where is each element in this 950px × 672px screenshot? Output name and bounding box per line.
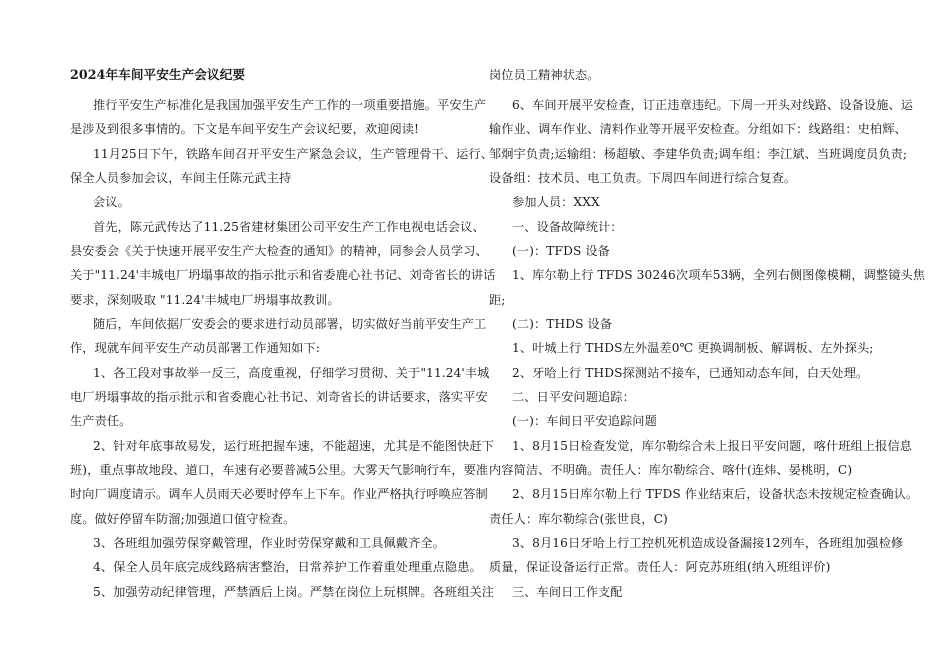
paragraph-line: 随后，车间依据厂安委会的要求进行动员部署，切实做好当前平安生产工 [93, 317, 487, 331]
paragraph-line: 度。做好停留车防溜;加强道口值守检查。 [70, 512, 296, 526]
paragraph-line: 邹炯宇负责;运输组：杨超敏、李建华负责;调车组：李江斌、当班调度员负责; [489, 147, 908, 161]
section-heading: 三、车间日工作支配 [512, 585, 623, 599]
paragraph-line: 1、8月15日检查发觉，库尔勒综合未上报日平安问题，喀什班组上报信息 [512, 439, 913, 453]
paragraph-line: 生产责任。 [70, 414, 132, 428]
paragraph-line: 2、针对年底事故易发，运行班把握车速，不能超速，尤其是不能图快赶下 [93, 439, 495, 453]
paragraph-line: 2、8月15日库尔勒上行 TFDS 作业结束后，设备状态未按规定检查确认。 [512, 487, 919, 501]
paragraph-line: 3、8月16日牙哈上行工控机死机造成设备漏接12列车，各班组加强检修 [512, 536, 904, 550]
paragraph-line: 班)，重点事故地段、道口，车速有必要普减5公里。大雾天气影响行车，要准 [70, 463, 489, 477]
subsection-heading: (二)：THDS 设备 [512, 317, 613, 331]
paragraph-line: 保全人员参加会议，车间主任陈元武主持 [70, 171, 292, 185]
paragraph-line: 会议。 [93, 195, 130, 209]
paragraph-line: 6、车间开展平安检查，订正违章违纪。下周一开头对线路、设备设施、运 [512, 98, 914, 112]
paragraph-line: 关于"11.24'丰城电厂坍塌事故的指示批示和省委鹿心社书记、刘奇省长的讲话 [70, 268, 496, 282]
section-heading: 一、设备故障统计： [512, 220, 623, 234]
paragraph-line: 1、各工段对事故举一反三，高度重视，仔细学习贯彻、关于"11.24'丰城 [93, 366, 490, 380]
paragraph-line: 要求，深刻吸取 "11.24'丰城电厂坍塌事故教训。 [70, 293, 340, 307]
paragraph-line: 参加人员：XXX [512, 195, 600, 209]
paragraph-line: 3、各班组加强劳保穿戴管理，作业时劳保穿戴和工具佩戴齐全。 [93, 536, 445, 550]
paragraph-line: 是涉及到很多事情的。下文是车间平安生产会议纪要，欢迎阅读! [70, 122, 420, 136]
paragraph-line: 推行平安生产标准化是我国加强平安生产工作的一项重要措施。平安生产 [93, 98, 487, 112]
paragraph-line: 质量，保证设备运行正常。责任人：阿克苏班组(纳入班组评价) [489, 560, 831, 574]
paragraph-line: 2、牙哈上行 THDS探测站不接车，已通知动态车间，白天处理。 [512, 366, 869, 380]
subsection-heading: (一)：车间日平安追踪问题 [512, 414, 657, 428]
paragraph-line: 电厂坍塌事故的指示批示和省委鹿心社书记、刘奇省长的讲话要求，落实平安 [70, 390, 488, 404]
paragraph-line: 时向厂调度请示。调车人员雨天必要时停车上下车。作业严格执行呼唤应答制 [70, 487, 488, 501]
paragraph-line: 输作业、调车作业、清料作业等开展平安检查。分组如下：线路组：史柏辉、 [489, 122, 907, 136]
paragraph-line: 5、加强劳动纪律管理，严禁酒后上岗。严禁在岗位上玩棋牌。各班组关注 [93, 585, 495, 599]
paragraph-line: 4、保全人员年底完成线路病害整治，日常养护工作着重处理重点隐患。 [93, 560, 482, 574]
paragraph-line: 责任人：库尔勒综合(张世良，C) [489, 512, 668, 526]
paragraph-line: 11月25日下午，铁路车间召开平安生产紧急会议，生产管理骨干、运行、 [93, 147, 494, 161]
paragraph-line: 设备组：技术员、电工负责。下周四车间进行综合复查。 [489, 171, 797, 185]
paragraph-line: 岗位员工精神状态。 [489, 68, 600, 82]
section-heading: 二、日平安问题追踪： [512, 390, 635, 404]
subsection-heading: (一)：TFDS 设备 [512, 244, 610, 258]
paragraph-line: 内容简洁、不明确。责任人：库尔勒综合、喀什(连炜、晏桃明，C) [489, 463, 853, 477]
paragraph-line: 1、叶城上行 THDS左外温差0℃ 更换调制板、解调板、左外探头; [512, 341, 874, 355]
document-title: 2024年车间平安生产会议纪要 [70, 67, 246, 82]
paragraph-line: 作，现就车间平安生产动员部署工作通知如下: [70, 341, 320, 355]
paragraph-line: 首先，陈元武传达了11.25省建材集团公司平安生产工作电视电话会议、 [93, 220, 485, 234]
paragraph-line: 1、库尔勒上行 TFDS 30246次项车53辆，全列右侧图像模糊，调整镜头焦 [512, 268, 926, 282]
paragraph-line: 距; [489, 293, 506, 307]
paragraph-line: 县安委会《关于快速开展平安生产大检查的通知》的精神，同参会人员学习、 [70, 244, 488, 258]
